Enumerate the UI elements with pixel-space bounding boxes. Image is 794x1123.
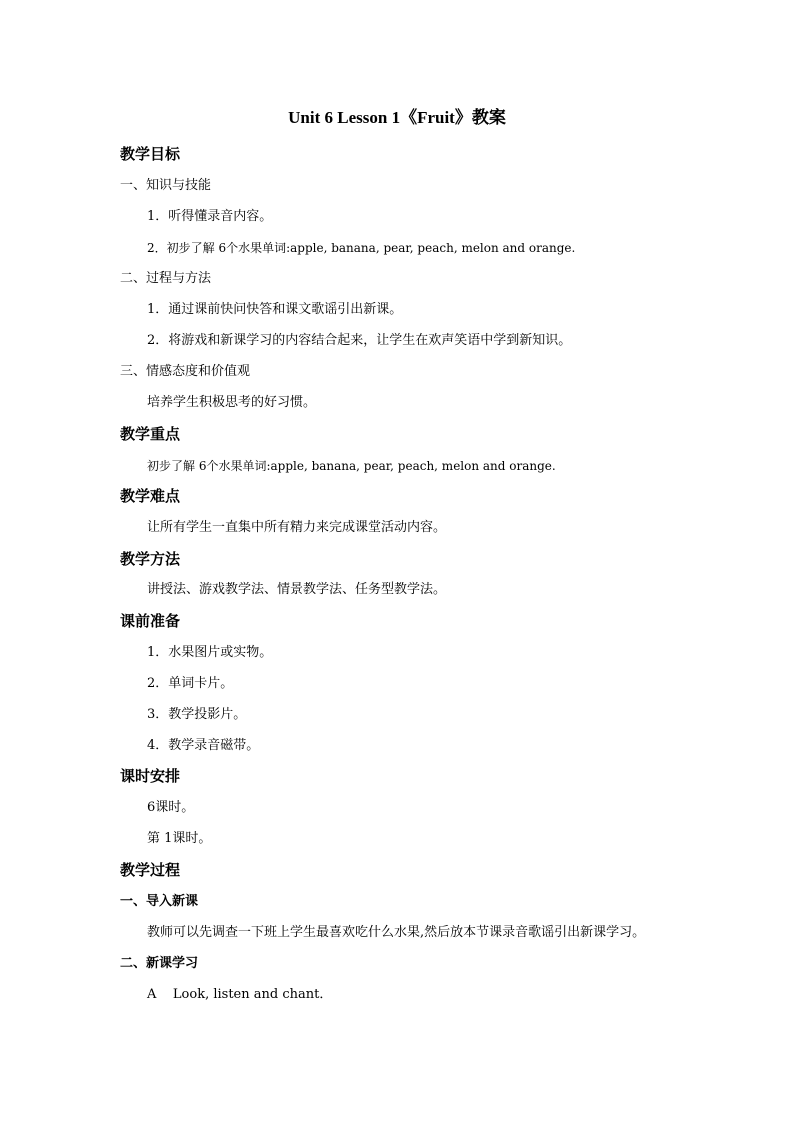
paragraph-line: 让所有学生一直集中所有精力来完成课堂活动内容。 [147,520,447,535]
section-heading-preparation: 课前准备 [120,612,181,630]
section-heading-difficulties: 教学难点 [120,487,181,505]
section-heading-procedure: 教学过程 [120,861,181,879]
paragraph-line: A Look, listen and chant． [147,987,333,1002]
paragraph-line: 第 1课时。 [147,831,212,846]
paragraph-line: 1．水果图片或实物。 [147,645,273,660]
paragraph-line: 2．将游戏和新课学习的内容结合起来，让学生在欢声笑语中学到新知识。 [147,333,572,348]
paragraph-line: 1．通过课前快问快答和课文歌谣引出新课。 [147,302,403,317]
section-heading-methods: 教学方法 [120,550,181,568]
subheading-attitudes-values: 三、情感态度和价值观 [120,364,251,379]
document-title: Unit 6 Lesson 1《Fruit》教案 [288,108,506,127]
section-heading-objectives: 教学目标 [120,145,181,163]
paragraph-line: 讲授法、游戏教学法、情景教学法、任务型教学法。 [147,582,447,597]
paragraph-line: 3．教学投影片。 [147,707,247,722]
section-heading-schedule: 课时安排 [120,767,181,785]
subheading-process-methods: 二、过程与方法 [120,271,212,286]
paragraph-line: 6课时。 [147,800,195,815]
paragraph-line: 培养学生积极思考的好习惯。 [147,395,317,410]
paragraph-line: 1．听得懂录音内容。 [147,209,273,224]
section-heading-key-points: 教学重点 [120,425,181,443]
subheading-introduction: 一、导入新课 [120,894,199,909]
subheading-new-lesson: 二、新课学习 [120,956,199,971]
paragraph-line: 初步了解 6个水果单词:apple, banana, pear, peach, melon and orange. [147,459,556,473]
paragraph-line: 4．教学录音磁带。 [147,738,260,753]
paragraph-line: 2．初步了解 6个水果单词:apple, banana, pear, peach, melon and orange. [147,241,576,255]
subheading-knowledge-skills: 一、知识与技能 [120,178,212,193]
paragraph-line: 2．单词卡片。 [147,676,234,691]
paragraph-line: 教师可以先调查一下班上学生最喜欢吃什么水果,然后放本节课录音歌谣引出新课学习。 [147,925,646,940]
